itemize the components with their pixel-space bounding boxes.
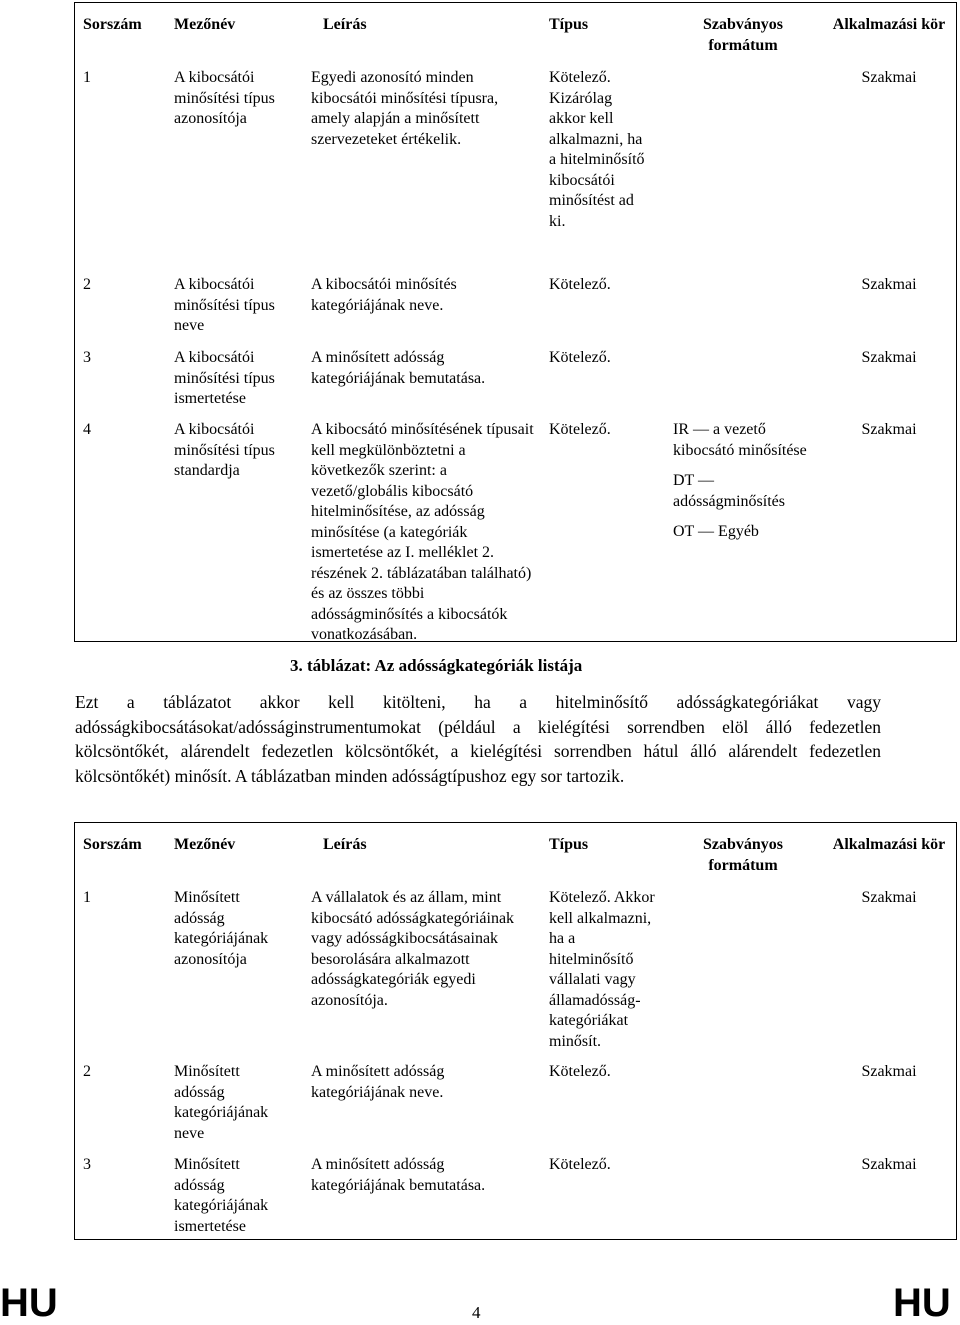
row-fmt — [673, 420, 808, 553]
header-type: Típus — [549, 836, 589, 853]
format-code-item: DT — adósságminősítés — [673, 472, 785, 510]
type-main: Kötelező. — [549, 69, 611, 86]
table-2 — [74, 822, 957, 1240]
header-type: Típus — [549, 16, 589, 33]
row-desc: A kibocsátó minősítésének típusait kell megkülönböztetni a következők szerint: a vezető/globális kibocsátó hitelminősítése, az adósság minősítése (a kategóriák ismertetése az I. melléklet 2. részének 2. táblázatában található) és az összes többi adósságminősítés a kibocsátók vonatkozásában. — [311, 421, 534, 643]
row-role: Szakmai — [861, 1156, 917, 1173]
intro-paragraph: Ezt a táblázatot akkor kell kitölteni, ha a hitelminősítő adósságkategóriákat vagy adósságkibocsátásokat/adósságinstrumentumokat (például a kielégítési sorrendben elöl álló fedezetlen kölcsöntőkét, alárendelt fedezetlen kölcsöntőkét, a kielégítési sorrendben hátul álló alárendelt fedezetlen kölcsöntőkét) minősít. A táblázatban minden adósságtípushoz egy sor tartozik. — [75, 692, 881, 786]
header-fmt: Szabványos formátum — [702, 16, 784, 54]
footer-language-right: HU — [893, 1281, 951, 1325]
row-name: A kibocsátói minősítési típus neve — [174, 276, 275, 334]
row-type: Kötelező. — [549, 1063, 611, 1080]
row-num: 1 — [83, 889, 91, 906]
format-code-item: OT — Egyéb — [673, 523, 759, 540]
row-name: Minősített adósság kategóriájának neve — [174, 1063, 269, 1142]
row-name: A kibocsátói minősítési típus standardja — [174, 421, 275, 479]
header-desc: Leírás — [323, 836, 367, 853]
table-1 — [74, 2, 957, 642]
header-name: Mezőnév — [174, 836, 236, 853]
row-num: 4 — [83, 421, 91, 438]
format-code-item: IR — a vezető kibocsátó minősítése — [673, 421, 807, 459]
page-number: 4 — [472, 1303, 481, 1322]
row-type: Kötelező. — [549, 276, 611, 293]
header-num: Sorszám — [83, 16, 142, 33]
row-desc: A kibocsátói minősítés kategóriájának neve. — [311, 276, 457, 314]
row-num: 1 — [83, 69, 91, 86]
row-type: Kötelező. Akkor kell alkalmazni, ha a hitelminősítő vállalati vagy államadósság-kategóriákat minősít. — [549, 889, 655, 1050]
row-num: 2 — [83, 1063, 91, 1080]
row-role: Szakmai — [861, 69, 917, 86]
row-role: Szakmai — [861, 1063, 917, 1080]
row-role: Szakmai — [861, 421, 917, 438]
header-fmt: Szabványos formátum — [702, 836, 784, 874]
header-num: Sorszám — [83, 836, 142, 853]
row-desc: Egyedi azonosító minden kibocsátói minősítési típusra, amely alapján a minősített szervezeteket értékelik. — [311, 69, 499, 148]
row-num: 2 — [83, 276, 91, 293]
row-num: 3 — [83, 1156, 91, 1173]
header-role: Alkalmazási kör — [832, 16, 946, 33]
header-name: Mezőnév — [174, 16, 236, 33]
row-desc: A minősített adósság kategóriájának bemutatása. — [311, 1156, 486, 1194]
row-name: A kibocsátói minősítési típus azonosítója — [174, 69, 275, 127]
type-note: Kizárólag akkor kell alkalmazni, ha a hitelminősítő kibocsátói minősítést ad ki. — [549, 89, 645, 230]
row-type — [549, 68, 649, 232]
footer-language-left: HU — [0, 1281, 58, 1325]
row-desc: A minősített adósság kategóriájának neve. — [311, 1063, 445, 1101]
row-desc: A vállalatok és az állam, mint kibocsátó adósságkategóriáinak vagy adósságkibocsátásainak besorolására alkalmazott adósságkategóriák egyedi azonosítója. — [311, 889, 515, 1009]
row-name: A kibocsátói minősítési típus ismertetése — [174, 349, 275, 407]
row-role: Szakmai — [861, 349, 917, 366]
row-type: Kötelező. — [549, 349, 611, 366]
row-num: 3 — [83, 349, 91, 366]
table-caption: 3. táblázat: Az adósságkategóriák listája — [290, 656, 583, 675]
row-type: Kötelező. — [549, 1156, 611, 1173]
header-desc: Leírás — [323, 16, 367, 33]
row-name: Minősített adósság kategóriájának azonosítója — [174, 889, 269, 968]
row-name: Minősített adósság kategóriájának ismertetése — [174, 1156, 269, 1235]
header-role: Alkalmazási kör — [832, 836, 946, 853]
row-type: Kötelező. — [549, 421, 611, 438]
row-desc: A minősített adósság kategóriájának bemutatása. — [311, 349, 486, 387]
row-role: Szakmai — [861, 276, 917, 293]
row-role: Szakmai — [861, 889, 917, 906]
